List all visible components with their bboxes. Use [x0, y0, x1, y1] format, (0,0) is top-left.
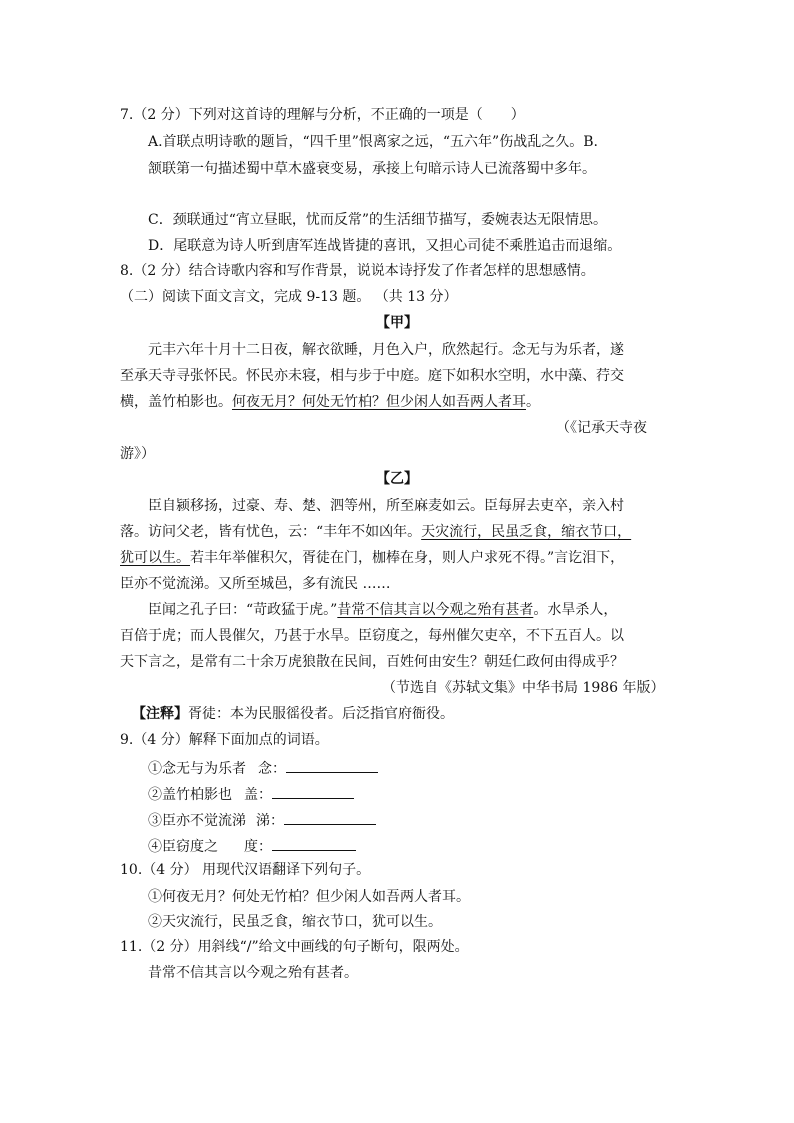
yi-line-5-end: 。水旱杀人， — [533, 602, 618, 618]
q9-item-1 — [148, 758, 378, 778]
yi-line-2-text: 落。访问父老，皆有忧色，云：“丰年不如凶年。 — [120, 524, 422, 540]
q8-stem: 8.（2 分）结合诗歌内容和写作背景，说说本诗抒发了作者怎样的思想感情。 — [120, 263, 595, 279]
q9-item-1-word: 念： — [258, 761, 286, 777]
jia-line-3 — [120, 393, 540, 411]
yi-line-7: 天下言之，是常有二十余万虎狼散在民间，百姓何由安生？朝廷仁政何由得成乎？ — [120, 654, 624, 670]
yi-source: （节选自《苏轼文集》中华书局 1986 年版） — [382, 680, 665, 696]
q7-option-a-line1: A.首联点明诗歌的题旨，“四千里”恨离家之远，“五六年”伤战乱之久。B. — [148, 134, 598, 150]
q9-item-2-sentence: ②盖竹柏影也 — [148, 787, 232, 803]
q7-option-c: C．颈联通过“宵立昼眠，忧而反常”的生活细节描写，委婉表达无限情思。 — [148, 212, 608, 228]
q9-item-4-word: 度： — [244, 839, 272, 855]
jia-source-line-1: （《记承天寺夜 — [556, 420, 647, 436]
q9-item-3-sentence: ③臣亦不觉流涕 — [148, 813, 246, 829]
q11-stem: 11.（2 分）用斜线“/”给文中画线的句子断句，限两处。 — [120, 939, 469, 955]
jia-underlined-sentence: 何夜无月？何处无竹柏？但少闲人如吾两人者耳 — [232, 394, 526, 410]
section2-title: （二）阅读下面文言文，完成 9-13 题。 （共 13 分） — [120, 289, 458, 305]
q9-item-2-word: 盖： — [244, 787, 272, 803]
yi-line-1: 臣自颍移扬，过豪、寿、楚、泗等州，所至麻麦如云。臣每屏去吏卒，亲入村 — [148, 498, 624, 514]
yi-line-5 — [148, 601, 617, 619]
q9-item-3-word: 涕： — [256, 813, 284, 829]
q9-item-2 — [148, 784, 354, 804]
passage-yi-heading: 【乙】 — [376, 471, 418, 487]
passage-jia-heading: 【甲】 — [376, 315, 418, 331]
yi-underlined-sentence-2: 昔常不信其言以今观之殆有甚者 — [337, 602, 534, 618]
q7-stem: 7.（2 分）下列对这首诗的理解与分析，不正确的一项是（ ） — [120, 107, 525, 123]
q9-item-4-sentence: ④臣窃度之 — [148, 839, 218, 855]
yi-line-5-text: 臣闻之孔子曰：“苛政猛于虎。” — [148, 602, 338, 618]
yi-line-4: 臣亦不觉流涕。又所至城邑，多有流民 …… — [120, 576, 391, 592]
q9-stem: 9.（4 分）解释下面加点的词语。 — [120, 732, 329, 748]
yi-line-6: 百倍于虎；而人畏催欠，乃甚于水旱。臣窃度之，每州催欠吏卒，不下五百人。以 — [120, 628, 624, 644]
jia-line-1: 元丰六年十月十二日夜，解衣欲睡，月色入户，欣然起行。念无与为乐者，遂 — [148, 342, 624, 358]
q7-option-a-line2: 颔联第一句描述蜀中草木盛衰变易，承接上句暗示诗人已流落蜀中多年。 — [148, 161, 596, 177]
jia-line-3-text: 横，盖竹柏影也。 — [120, 394, 232, 410]
q9-item-3 — [148, 810, 376, 830]
jia-line-2: 至承天寺寻张怀民。怀民亦未寝，相与步于中庭。庭下如积水空明，水中藻、荇交 — [120, 368, 624, 384]
annotation-text: 胥徒：本为民服徭役者。后泛指官府衙役。 — [188, 706, 454, 722]
jia-source-line-2: 游》） — [120, 446, 155, 462]
yi-line-2 — [120, 523, 631, 541]
yi-underlined-sentence-part1: 天灾流行，民虽乏食，缩衣节口， — [421, 524, 632, 540]
jia-line-3-end: 。 — [526, 394, 540, 410]
q9-item-4 — [148, 836, 356, 856]
yi-underlined-sentence-part2: 犹可以生。 — [120, 550, 190, 566]
q9-item-1-sentence: ①念无与为乐者 — [148, 761, 246, 777]
q9-item-3-answer-blank[interactable] — [284, 810, 376, 825]
annotation-label: 【注释】 — [132, 706, 188, 722]
q10-sentence-1: ①何夜无月？何处无竹柏？但少闲人如吾两人者耳。 — [148, 889, 470, 905]
annotation — [132, 705, 454, 723]
q11-sentence: 昔常不信其言以今观之殆有甚者。 — [148, 965, 358, 981]
yi-line-3-text: 若丰年举催积欠，胥徒在门，枷棒在身，则人户求死不得。”言讫泪下， — [190, 550, 625, 566]
q7-option-d: D．尾联意为诗人听到唐军连战皆捷的喜讯，又担心司徒不乘胜追击而退缩。 — [148, 238, 622, 254]
q10-sentence-2: ②天灾流行，民虽乏食，缩衣节口，犹可以生。 — [148, 914, 442, 930]
q9-item-1-answer-blank[interactable] — [286, 758, 378, 773]
q9-item-2-answer-blank[interactable] — [272, 784, 354, 799]
yi-line-3 — [120, 549, 624, 567]
q10-stem: 10.（4 分） 用现代汉语翻译下列句子。 — [120, 862, 371, 878]
q9-item-4-answer-blank[interactable] — [272, 836, 356, 851]
